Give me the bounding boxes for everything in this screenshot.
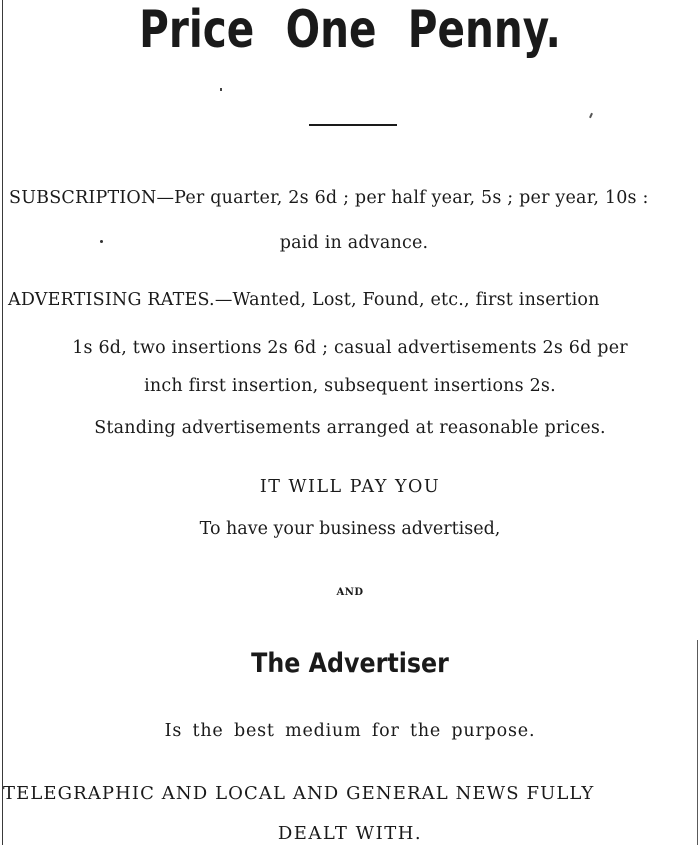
advertising-rates-line-2: 1s 6d, two insertions 2s 6d ; casual advertisements 2s 6d per: [72, 338, 628, 358]
section-divider-rule: [309, 124, 397, 126]
right-page-border: [697, 640, 698, 845]
subscription-line-1: SUBSCRIPTION—Per quarter, 2s 6d ; per half year, 5s ; per year, 10s :: [9, 188, 649, 208]
subscription-line-2: paid in advance.: [279, 233, 429, 253]
ink-speck: [220, 88, 222, 91]
it-will-pay-you-heading: IT WILL PAY YOU: [259, 477, 441, 497]
best-medium-line: Is the best medium for the purpose.: [164, 721, 536, 741]
price-headline: Price One Penny.: [139, 0, 561, 60]
advertising-rates-line-3: inch first insertion, subsequent insertions 2s.: [144, 376, 556, 396]
ink-speck: [589, 113, 593, 118]
advertiser-title: The Advertiser: [251, 648, 449, 679]
news-line-2: DEALT WITH.: [277, 823, 423, 844]
advertising-rates-line-4: Standing advertisements arranged at reasonable prices.: [94, 418, 606, 438]
business-advertised-line: To have your business advertised,: [199, 519, 501, 539]
news-line-1: TELEGRAPHIC AND LOCAL AND GENERAL NEWS FULLY: [3, 783, 595, 804]
advertising-rates-line-1: ADVERTISING RATES.—Wanted, Lost, Found, etc., first insertion: [8, 290, 600, 310]
and-connector: AND: [336, 587, 364, 598]
